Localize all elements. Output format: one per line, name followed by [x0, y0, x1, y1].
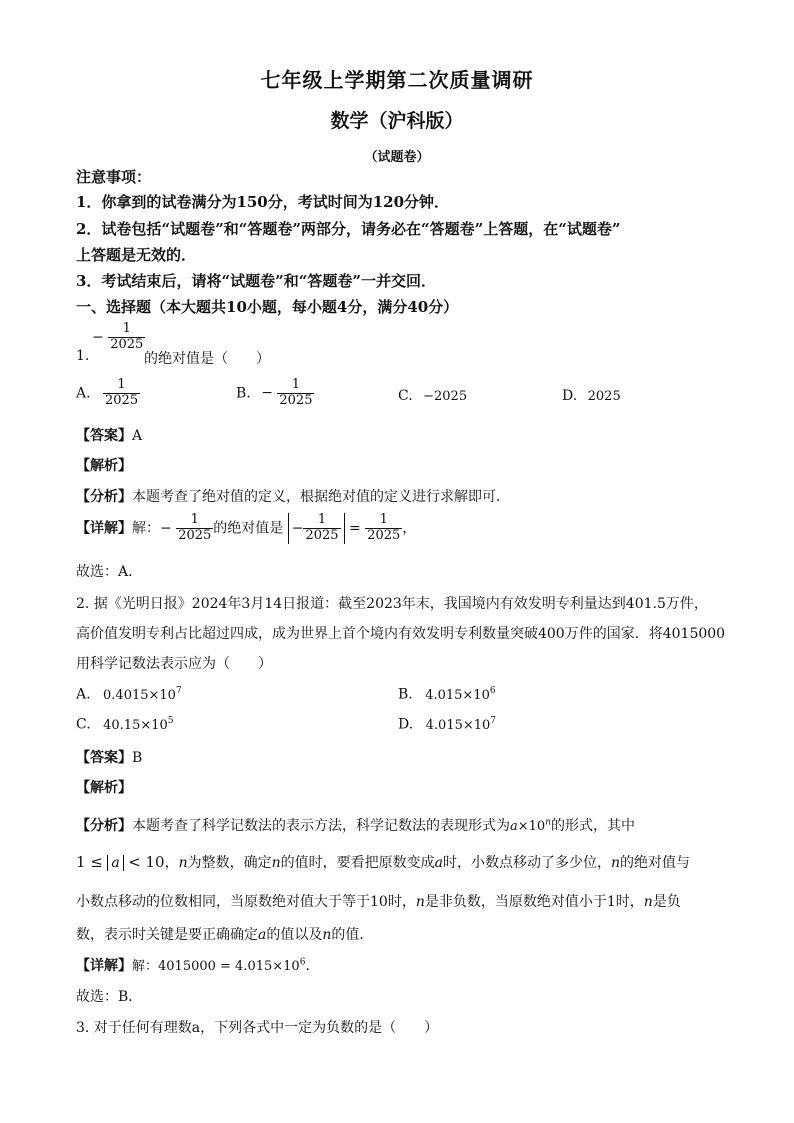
q2-fenxi-line-1: 【分析】本题考查了科学记数法的表示方法，科学记数法的表现形式为$a\times 10^n$的形式，其中 — [76, 817, 635, 834]
note-item-1: 1．你拿到的试卷满分为150分，考试时间为120分钟． — [76, 193, 450, 211]
q2-option-d: D. $4.015\times 10^7$ — [398, 716, 497, 733]
fraction: $\frac{1}{2025}$ — [110, 321, 144, 352]
minus-sign: − — [92, 329, 104, 346]
exam-title: 七年级上学期第二次质量调研 — [260, 68, 534, 92]
note-item-2-line-1: 2．试卷包括“试题卷”和“答题卷”两部分，请务必在“答题卷”上答题，在“试题卷” — [76, 220, 621, 238]
section-1-heading: 一、选择题（本大题共10小题，每小题4分，满分40分） — [76, 298, 459, 316]
q2-stem-line-1: 2. 据《光明日报》2024年3月14日报道：截至2023年末，我国境内有效发明专利量达到401.5万件， — [76, 596, 708, 612]
q2-option-b: B. $4.015\times 10^6$ — [398, 686, 496, 703]
q1-choose: 故选：A． — [76, 564, 143, 580]
notes-heading: 注意事项： — [76, 168, 152, 186]
q2-detail: 【详解】解：$4015000 = 4.015\times 10^6$． — [76, 957, 320, 974]
fraction: $\frac{1}{2025}$ — [105, 377, 139, 408]
fraction: $\frac{1}{2025}$ — [279, 377, 313, 408]
q1-fenxi: 【分析】本题考查了绝对值的定义，根据绝对值的定义进行求解即可． — [76, 489, 510, 505]
q1-analysis-label: 【解析】 — [76, 458, 132, 474]
fraction: $\frac{1}{2025}$ — [305, 512, 339, 543]
absolute-value: a — [107, 855, 123, 871]
q1-option-d: D. 2025 — [562, 388, 621, 404]
q2-fenxi-line-4: 数，表示时关键是要正确确定a的值以及n的值． — [76, 927, 374, 943]
q2-fenxi-line-2: 1 ≤ a < 10，n为整数，确定n的值时，要看把原数变成a时，小数点移动了多少位，n的绝对值与 — [76, 853, 691, 871]
q1-option-c: C. −2025 — [398, 388, 468, 404]
q1-answer: 【答案】A — [76, 428, 143, 444]
note-item-3: 3．考试结束后，请将“试题卷”和“答题卷”一并交回． — [76, 272, 436, 290]
q2-answer: 【答案】B — [76, 750, 143, 766]
q2-stem-line-3: 用科学记数法表示应为（ ） — [76, 656, 272, 672]
q2-option-a: A. $0.4015\times 10^7$ — [76, 686, 182, 703]
q2-stem-line-2: 高价值发明专利占比超过四成，成为世界上首个境内有效发明专利数量突破400万件的国家．将4015000 — [76, 626, 726, 642]
q2-fenxi-line-3: 小数点移动的位数相同，当原数绝对值大于等于10时，n是非负数，当原数绝对值小于1时，n是负 — [76, 894, 681, 910]
fraction: $\frac{1}{2025}$ — [178, 512, 212, 543]
q1-option-a: A. $\frac{1}{2025}$ — [76, 377, 139, 408]
q1-stem-fraction — [92, 322, 145, 353]
fraction: $\frac{1}{2025}$ — [367, 512, 401, 543]
q3-stem: 3. 对于任何有理数a，下列各式中一定为负数的是（ ） — [76, 1020, 439, 1036]
exam-subject: 数学（沪科版） — [330, 110, 464, 132]
q2-option-c: C. $40.15\times 10^5$ — [76, 716, 174, 733]
paper-type: （试题卷） — [364, 150, 430, 165]
q1-number: 1. — [76, 348, 90, 364]
q1-detail: 【详解】解：− $\frac{1}{2025}$ 的绝对值是 − $\frac{1}{2025}$ = $\frac{1}{2025}$ ， — [76, 512, 417, 543]
q2-analysis-label: 【解析】 — [76, 780, 132, 796]
q2-choose: 故选：B． — [76, 989, 143, 1005]
absolute-value: − $\frac{1}{2025}$ — [288, 513, 345, 544]
note-item-2-line-2: 上答题是无效的． — [76, 246, 197, 264]
q1-option-b: B. − $\frac{1}{2025}$ — [236, 377, 313, 408]
q1-stem-text: 的绝对值是（ ） — [144, 351, 270, 367]
